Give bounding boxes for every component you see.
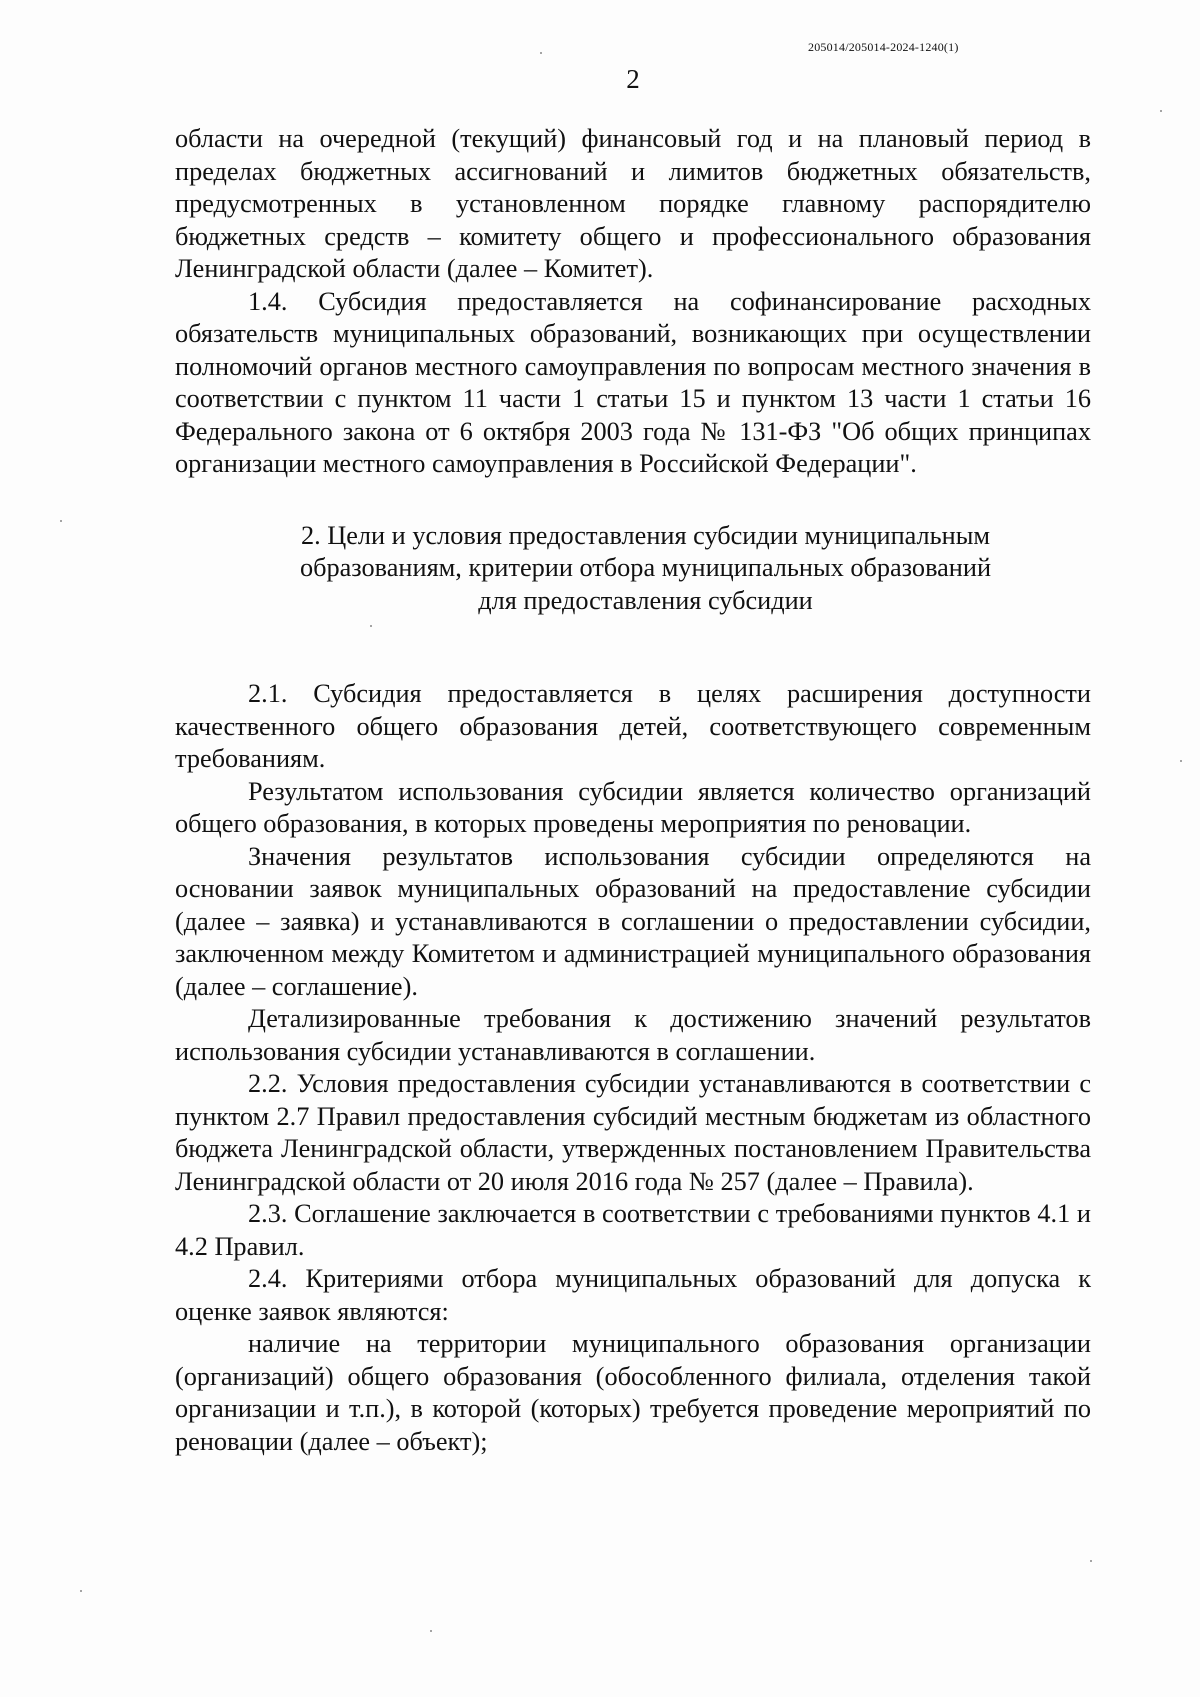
scan-speck (1180, 760, 1182, 762)
scan-speck (80, 1590, 82, 1592)
paragraph-values: Значения результатов использования субсидии определяются на основании заявок муниципальных образований на предоставление субсидии (далее – заявка) и устанавливаются в соглашении о предоставлении субсидии, заключенном между Комитетом и администрацией муниципального образования (далее – соглашение). (175, 841, 1091, 1001)
scan-speck (60, 520, 62, 522)
scan-speck (1160, 110, 1162, 112)
paragraph-2-4: 2.4. Критериями отбора муниципальных образований для допуска к оценке заявок являются: (175, 1264, 1091, 1326)
paragraph-detailed-requirements: Детализированные требования к достижению значений результатов использования субсидии устанавливаются в соглашении. (175, 1004, 1091, 1066)
paragraph-continuation: области на очередной (текущий) финансовый год и на плановый период в пределах бюджетных ассигнований и лимитов бюджетных обязательств, предусмотренных в установленном порядке главному распорядителю бюджетных средств – комитету общего и профессионального образования Ленинградской области (далее – Комитет). (175, 124, 1091, 283)
scan-speck (1090, 1560, 1092, 1562)
document-body (175, 123, 1091, 1458)
section-heading-line: 2. Цели и условия предоставления субсидии муниципальным (300, 520, 991, 550)
section-heading (175, 520, 1091, 618)
scan-speck (430, 1630, 432, 1632)
paragraph-2-2: 2.2. Условия предоставления субсидии устанавливаются в соответствии с пунктом 2.7 Правил предоставления субсидий местным бюджетам из областного бюджета Ленинградской области, утвержденных постановлением Правительства Ленинградской области от 20 июля 2016 года № 257 (далее – Правила). (175, 1069, 1091, 1196)
scan-speck (540, 52, 542, 54)
paragraph-1-4: 1.4. Субсидия предоставляется на софинансирование расходных обязательств муниципальных образований, возникающих при осуществлении полномочий органов местного самоуправления по вопросам местного значения в соответствии с пунктом 11 части 1 статьи 15 и пунктом 13 части 1 статьи 16 Федерального закона от 6 октября 2003 года № 131-ФЗ "Об общих принципах организации местного самоуправления в Российской Федерации". (175, 286, 1091, 478)
section-heading-line: образованиям, критерии отбора муниципальных образований (299, 553, 992, 582)
page-number: 2 (626, 64, 640, 94)
paragraph-result: Результатом использования субсидии является количество организаций общего образования, в которых проведены мероприятия по реновации. (175, 776, 1091, 838)
paragraph-2-1: 2.1. Субсидия предоставляется в целях расширения доступности качественного общего образования детей, соответствующего современным требованиям. (175, 679, 1091, 773)
section-heading-line: для предоставления субсидии (478, 585, 813, 615)
scan-speck (370, 625, 372, 627)
paragraph-criterion: наличие на территории муниципального образования организации (организаций) общего образования (обособленного филиала, отделения такой организации и т.п.), в которой (которых) требуется проведение мероприятий по реновации (далее – объект); (175, 1329, 1091, 1456)
document-number: 205014/205014-2024-1240(1) (808, 40, 959, 54)
paragraph-2-3: 2.3. Соглашение заключается в соответствии с требованиями пунктов 4.1 и 4.2 Правил. (175, 1199, 1091, 1261)
